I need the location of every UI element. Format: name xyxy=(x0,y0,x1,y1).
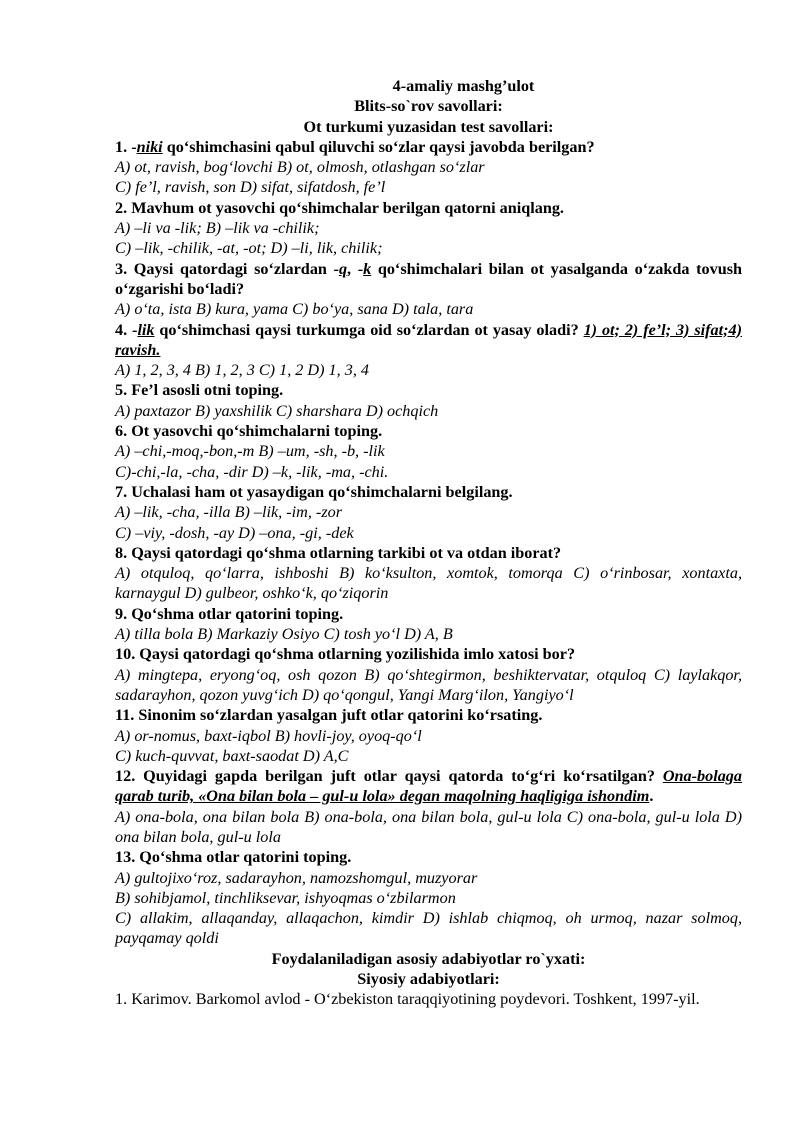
answer-line: A) ot, ravish, bog‘lovchi B) ot, olmosh, otlashgan so‘zlar xyxy=(115,158,485,177)
answer-line: C) allakim, allaqanday, allaqachon, kimdir D) ishlab chiqmoq, oh urmoq, nazar solmoq, payqamay qoldi xyxy=(115,909,742,948)
question-2: 2. Mavhum ot yasovchi qo‘shimchalar berilgan qatorni aniqlang. xyxy=(115,198,564,217)
question-10: 10. Qaysi qatordagi qo‘shma otlarning yozilishida imlo xatosi bor? xyxy=(115,645,576,664)
question-text: qo‘shimchasi qaysi turkumga oid so‘zlardan ot yasay oladi? xyxy=(154,320,584,339)
literature-item: 1. Karimov. Barkomol avlod - O‘zbekiston taraqqiyotining poydevori. Toshkent, 1997-yil. xyxy=(115,990,700,1009)
answer-line: A) o‘ta, ista B) kura, yama C) bo‘ya, sana D) tala, tara xyxy=(115,300,474,319)
answer-line: C) fe’l, ravish, son D) sifat, sifatdosh, fe’l xyxy=(115,178,386,197)
question-1 xyxy=(115,137,742,157)
question-options: 1) ot; 2) fe’l; 3) sifat;4) ravish. xyxy=(115,320,743,359)
question-text: qo‘shimchasini qabul qiluvchi so‘zlar qaysi javobda berilgan? xyxy=(162,137,595,156)
answer-line: A) –li va -lik; B) –lik va -chilik; xyxy=(115,219,320,238)
question-5: 5. Fe’l asosli otni toping. xyxy=(115,381,284,400)
answer-line: A) 1, 2, 3, 4 B) 1, 2, 3 C) 1, 2 D) 1, 3, 4 xyxy=(115,361,370,380)
answer-line: C) kuch-quvvat, baxt-saodat D) A,C xyxy=(115,746,349,765)
question-8: 8. Qaysi qatordagi qo‘shma otlarning tarkibi ot va otdan iborat? xyxy=(115,543,562,562)
answer-line: C)-chi,-la, -cha, -dir D) –k, -lik, -ma, -chi. xyxy=(115,462,389,481)
question-6: 6. Ot yasovchi qo‘shimchalarni toping. xyxy=(115,422,383,441)
question-text: qo‘shimchalari bilan ot yasalganda o‘zakda tovush o‘zgarishi bo‘ladi? xyxy=(115,259,743,298)
question-11: 11. Sinonim so‘zlardan yasalgan juft otlar qatorini ko‘rsating. xyxy=(115,706,543,725)
answer-line: A) or-nomus, baxt-iqbol B) hovli-joy, oyoq-qo‘l xyxy=(115,726,422,745)
document-page xyxy=(115,76,742,1010)
answer-line: B) sohibjamol, tinchliksevar, ishyoqmas o‘zbilarmon xyxy=(115,888,456,907)
question-3 xyxy=(115,259,742,300)
literature-heading: Foydalaniladigan asosiy adabiyotlar ro`yxati: xyxy=(271,949,586,968)
question-7: 7. Uchalasi ham ot yasaydigan qo‘shimchalarni belgilang. xyxy=(115,482,513,501)
section-heading: Ot turkumi yuzasidan test savollari: xyxy=(303,117,554,136)
question-12 xyxy=(115,766,742,807)
suffix-q: q xyxy=(338,259,348,278)
answer-line: A) otquloq, qo‘larra, ishboshi B) ko‘ksulton, xomtok, tomorqa C) o‘rinbosar, xontaxta, karnaygul D) gulbeor, oshko‘k, qo‘ziqorin xyxy=(115,564,742,603)
answer-line: A) –lik, -cha, -illa B) –lik, -im, -zor xyxy=(115,503,343,522)
question-9: 9. Qo‘shma otlar qatorini toping. xyxy=(115,604,344,623)
answer-line: A) –chi,-moq,-bon,-m B) –um, -sh, -b, -lik xyxy=(115,442,385,461)
suffix-k: k xyxy=(363,259,372,278)
answer-line: A) mingtepa, eryong‘oq, osh qozon B) qo‘shtegirmon, beshiktervatar, otquloq C) laylakqor, sadarayhon, qozon yuvg‘ich D) qo‘qongul, Yangi Marg‘ilon, Yangiyo‘l xyxy=(115,665,742,704)
quoted-sentence: Ona-bolaga qarab turib, «Ona bilan bola – gul-u lola» degan maqolning haqligiga ishondim xyxy=(115,767,742,806)
literature-subheading: Siyosiy adabiyotlari: xyxy=(357,970,500,989)
question-4 xyxy=(115,320,742,361)
question-text: 3. Qaysi qatordagi so‘zlardan - xyxy=(115,259,339,278)
answer-line: C) –lik, -chilik, -at, -ot; D) –li, lik, chilik; xyxy=(115,239,383,258)
answer-line: A) ona-bola, ona bilan bola B) ona-bola, ona bilan bola, gul-u lola C) ona-bola, gul-u lola D) ona bilan bola, gul-u lola xyxy=(115,807,742,846)
question-number: 4. - xyxy=(115,320,138,339)
page-title: 4-amaliy mashg’ulot xyxy=(392,77,535,95)
separator: , - xyxy=(347,259,364,278)
answer-line: A) paxtazor B) yaxshilik C) sharshara D) ochqich xyxy=(115,401,439,420)
question-number: 1. - xyxy=(115,137,137,156)
answer-line: C) –viy, -dosh, -ay D) –ona, -gi, -dek xyxy=(115,523,354,542)
answer-line: A) tilla bola B) Markaziy Osiyo C) tosh yo‘l D) A, B xyxy=(115,625,453,644)
sentence-end: . xyxy=(649,787,654,806)
question-text: 12. Quyidagi gapda berilgan juft otlar qaysi qatorda to‘g‘ri ko‘rsatilgan? xyxy=(115,767,663,786)
suffix-niki: niki xyxy=(136,137,163,156)
question-13: 13. Qo‘shma otlar qatorini toping. xyxy=(115,848,352,867)
page-subtitle: Blits-so`rov savollari: xyxy=(354,97,503,116)
suffix-lik: lik xyxy=(137,320,155,339)
answer-line: A) gultojixo‘roz, sadarayhon, namozshomgul, muzyorar xyxy=(115,868,478,887)
